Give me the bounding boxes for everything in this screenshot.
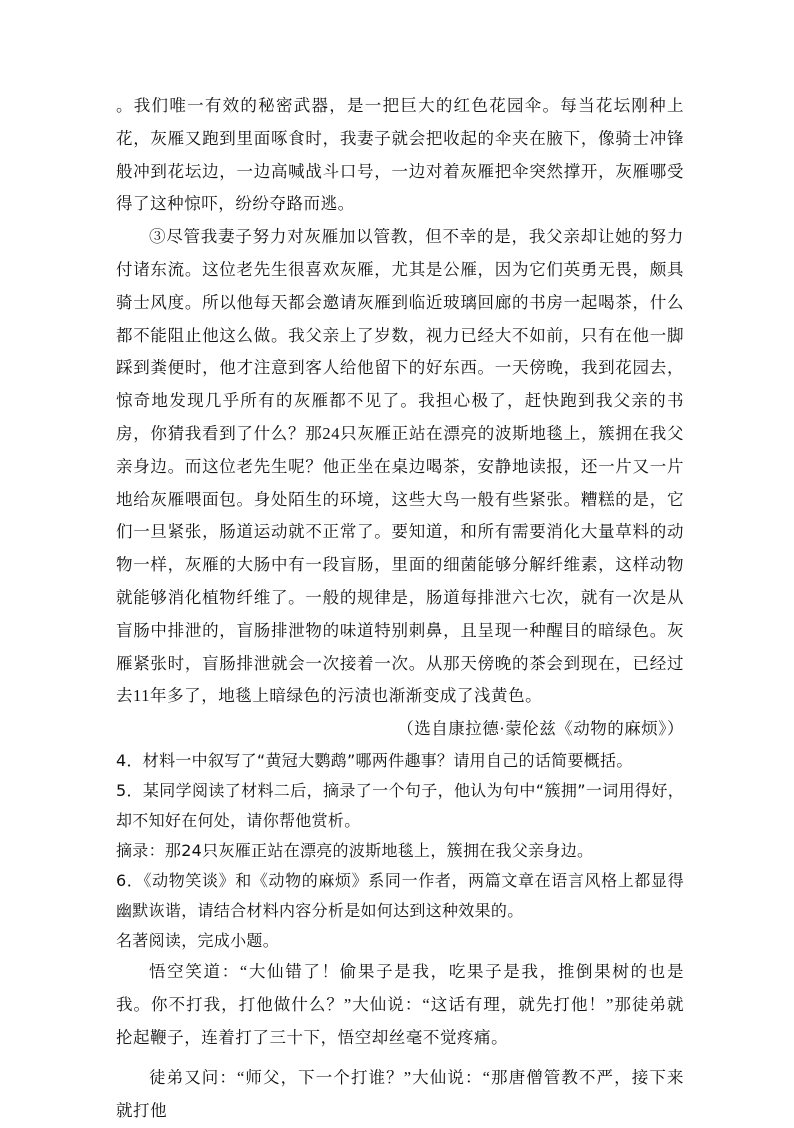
excerpt-paragraph-2: ③尽管我妻子努力对灰雁加以管教，但不幸的是，我父亲却让她的努力付诸东流。这位老先生很喜欢灰雁，尤其是公雁，因为它们英勇无畏，颇具骑士风度。所以他每天都会邀请灰雁到临近玻璃回廊的书房一起喝茶，什么都不能阻止他这么做。我父亲上了岁数，视力已经大不如前，只有在他一脚踩到粪便时，他才注意到客人给他留下的好东西。一天傍晚，我到花园去，惊奇地发现几乎所有的灰雁都不见了。我担心极了，赶快跑到我父亲的书房，你猜我看到了什么？那24只灰雁正站在漂亮的波斯地毯上，簇拥在我父亲身边。而这位老先生呢？他正坐在桌边喝茶，安静地读报，还一片又一片地给灰雁喂面包。身处陌生的环境，这些大鸟一般有些紧张。糟糕的是，它们一旦紧张，肠道运动就不正常了。要知道，和所有需要消化大量草料的动物一样，灰雁的大肠中有一段盲肠，里面的细菌能够分解纤维素，这样动物就能够消化植物纤维了。一般的规律是，肠道每排泄六七次，就有一次是从盲肠中排泄的，盲肠排泄物的味道特别刺鼻，且呈现一种醒目的暗绿色。灰雁紧张时，盲肠排泄就会一次接着一次。从那天傍晚的茶会到现在，已经过去11年多了，地毯上暗绿色的污渍也渐渐变成了浅黄色。 [116,227,684,706]
reading-paragraph-2: 徒弟又问：“师父，下一个打谁？”大仙说：“那唐僧管教不严，接下来就打他 [116,1068,684,1121]
page-content [116,90,684,1128]
question-4: 4．材料一中叙写了“黄冠大鹦鹉”哪两件趣事？请用自己的话简要概括。 [116,750,633,770]
reading-paragraph-1: 悟空笑道：“大仙错了！偷果子是我，吃果子是我，推倒果树的也是我。你不打我，打他做什么？”大仙说：“这话有理，就先打他！”那徒弟就抡起鞭子，连着打了三十下，悟空却丝毫不觉疼痛。 [116,961,684,1047]
classic-reading-excerpt [116,956,684,1128]
section-title: 名著阅读，完成小题。 [116,930,280,950]
question-6: 6．《动物笑谈》和《动物的麻烦》系同一作者，两篇文章在语言风格上都显得幽默诙谐，请结合材料内容分析是如何达到这种效果的。 [116,870,684,920]
question-5: 5．某同学阅读了材料二后，摘录了一个句子，他认为句中“簇拥”一词用得好，却不知好在何处，请你帮他赏析。 [116,780,684,830]
question-5-excerpt: 摘录：那24只灰雁正站在漂亮的波斯地毯上，簇拥在我父亲身边。 [116,840,594,860]
material-two-excerpt [116,90,684,713]
excerpt-source-citation: （选自康拉德·蒙伦兹《动物的麻烦》） [397,719,684,739]
question-list [116,746,684,956]
excerpt-paragraph-1: 。我们唯一有效的秘密武器，是一把巨大的红色花园伞。每当花坛刚种上花，灰雁又跑到里面啄食时，我妻子就会把收起的伞夹在腋下，像骑士冲锋般冲到花坛边，一边高喊战斗口号，一边对着灰雁把伞突然撑开，灰雁哪受得了这种惊吓，纷纷夺路而逃。 [116,96,684,214]
